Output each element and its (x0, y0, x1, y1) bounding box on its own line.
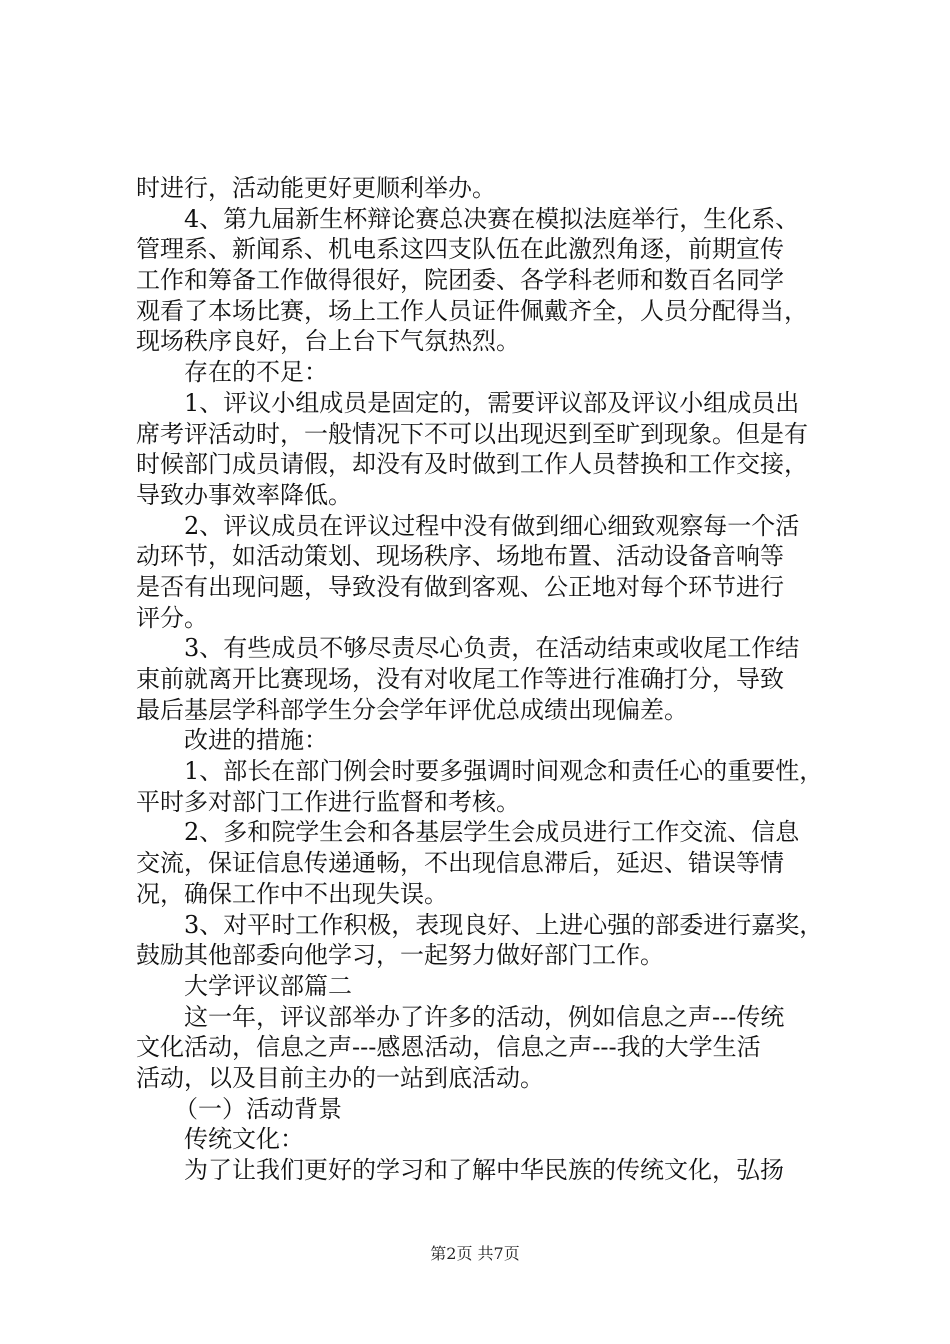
text-line: 现场秩序良好，台上台下气氛热烈。 (136, 327, 520, 356)
text-line: 鼓励其他部委向他学习，一起努力做好部门工作。 (136, 941, 664, 970)
text-line: 平时多对部门工作进行监督和考核。 (136, 787, 520, 816)
text-line: 为了让我们更好的学习和了解中华民族的传统文化，弘扬 (184, 1156, 784, 1184)
page-footer: 第2页 共7页 (430, 1244, 520, 1263)
text-line: 文化活动，信息之声---感恩活动，信息之声---我的大学生活 (136, 1033, 761, 1062)
text-line: 是否有出现问题，导致没有做到客观、公正地对每个环节进行 (136, 572, 784, 601)
text-line: 束前就离开比赛现场，没有对收尾工作等进行准确打分，导致 (136, 665, 784, 693)
text-line: 大学评议部篇二 (184, 971, 352, 1000)
text-line: 1、评议小组成员是固定的，需要评议部及评议小组成员出 (184, 388, 800, 417)
text-line: 存在的不足： (184, 358, 328, 387)
text-line: 动环节，如活动策划、现场秩序、场地布置、活动设备音响等 (136, 542, 784, 571)
text-line: 导致办事效率降低。 (136, 480, 352, 509)
text-line: （一）活动背景 (174, 1094, 342, 1123)
text-line: 3、对平时工作积极，表现良好、上进心强的部委进行嘉奖， (184, 910, 824, 939)
text-line: 评分。 (136, 603, 208, 632)
text-line: 2、评议成员在评议过程中没有做到细心细致观察每一个活 (184, 511, 800, 540)
text-line: 改进的措施： (184, 726, 328, 755)
text-line: 1、部长在部门例会时要多强调时间观念和责任心的重要性， (184, 757, 824, 786)
text-line: 管理系、新闻系、机电系这四支队伍在此激烈角逐，前期宣传 (136, 235, 784, 264)
text-line: 活动，以及目前主办的一站到底活动。 (136, 1063, 544, 1092)
text-line: 4、第九届新生杯辩论赛总决赛在模拟法庭举行，生化系、 (184, 204, 800, 233)
text-line: 工作和筹备工作做得很好，院团委、各学科老师和数百名同学 (136, 266, 784, 295)
text-line: 时进行，活动能更好更顺利举办。 (136, 174, 496, 202)
text-line: 2、多和院学生会和各基层学生会成员进行工作交流、信息 (184, 818, 800, 847)
text-line: 观看了本场比赛，场上工作人员证件佩戴齐全，人员分配得当， (136, 296, 808, 325)
text-line: 席考评活动时，一般情况下不可以出现迟到至旷到现象。但是有 (136, 419, 808, 448)
text-line: 况，确保工作中不出现失误。 (136, 879, 448, 908)
document-body (136, 173, 826, 1186)
text-line: 3、有些成员不够尽责尽心负责，在活动结束或收尾工作结 (184, 634, 800, 663)
text-line: 交流，保证信息传递通畅，不出现信息滞后，延迟、错误等情 (136, 849, 784, 878)
text-line: 这一年，评议部举办了许多的活动，例如信息之声---传统 (184, 1002, 785, 1031)
text-line: 时候部门成员请假，却没有及时做到工作人员替换和工作交接， (136, 450, 808, 479)
text-line: 传统文化： (184, 1125, 304, 1154)
text-line: 最后基层学科部学生分会学年评优总成绩出现偏差。 (136, 695, 688, 724)
